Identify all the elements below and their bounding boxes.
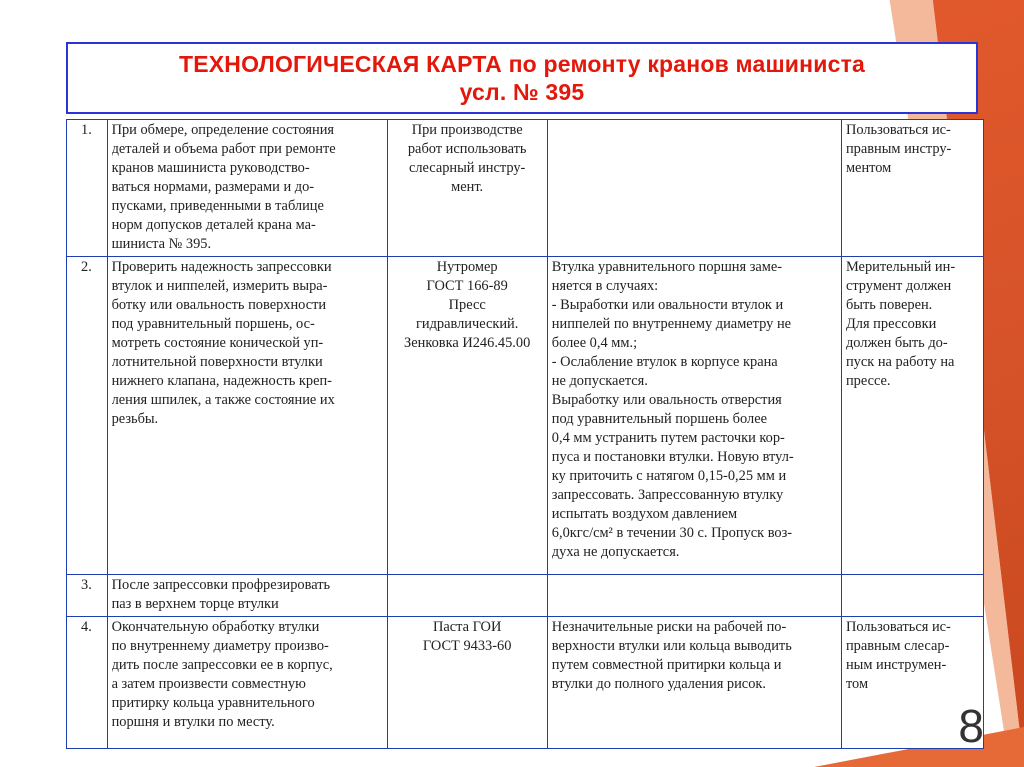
requirements-cell-line: духа не допускается. bbox=[551, 544, 680, 560]
operation-cell-line: После запрессовки профрезировать bbox=[111, 577, 331, 593]
operation-cell bbox=[107, 120, 387, 257]
tools-cell-line: ГОСТ 9433-60 bbox=[422, 638, 512, 654]
requirements-cell-line: - Выработки или овальности втулок и bbox=[551, 297, 784, 313]
operation-cell-line: дить после запрессовки ее в корпус, bbox=[111, 657, 333, 673]
operation-cell-line: поршня и втулки по месту. bbox=[111, 714, 275, 730]
tools-cell-line: Зенковка И246.45.00 bbox=[404, 335, 531, 351]
requirements-cell-line: испытать воздухом давлением bbox=[551, 506, 738, 522]
requirements-cell-line: верхности втулки или кольца выводить bbox=[551, 638, 792, 654]
requirements-cell-line: путем совместной притирки кольца и bbox=[551, 657, 782, 673]
row-number: 4. bbox=[67, 617, 108, 749]
tools-cell bbox=[387, 575, 547, 617]
title-frame bbox=[66, 42, 978, 114]
operation-cell-line: ботку или овальность поверхности bbox=[111, 297, 327, 313]
operation-cell-line: лотнительной поверхности втулки bbox=[111, 354, 323, 370]
operation-cell-line: резьбы. bbox=[111, 411, 159, 427]
requirements-cell-line: няется в случаях: bbox=[551, 278, 659, 294]
operation-cell-line: кранов машиниста руководство- bbox=[111, 160, 310, 176]
requirements-cell-line: - Ослабление втулок в корпусе крана bbox=[551, 354, 778, 370]
tools-cell-line: слесарный инстру- bbox=[408, 160, 526, 176]
requirements-cell-line: Незначительные риски на рабочей по- bbox=[551, 619, 787, 635]
requirements-cell-line: запрессовать. Запрессованную втулку bbox=[551, 487, 784, 503]
requirements-cell bbox=[547, 617, 841, 749]
title-line-1: ТЕХНОЛОГИЧЕСКАЯ КАРТА по ремонту кранов машиниста bbox=[178, 51, 866, 77]
notes-cell-line: прессе. bbox=[845, 373, 891, 389]
requirements-cell-line: 0,4 мм устранить путем расточки кор- bbox=[551, 430, 785, 446]
page-number: 8 bbox=[958, 700, 984, 752]
operation-cell-line: мотреть состояние конической уп- bbox=[111, 335, 324, 351]
notes-cell bbox=[841, 120, 983, 257]
notes-cell-line: том bbox=[845, 676, 869, 692]
tools-cell-line: Паста ГОИ bbox=[432, 619, 502, 635]
requirements-cell-line: под уравнительный поршень более bbox=[551, 411, 767, 427]
requirements-cell-line: пуса и постановки втулки. Новую втул- bbox=[551, 449, 794, 465]
operation-cell-line: нижнего клапана, надежность креп- bbox=[111, 373, 332, 389]
operation-cell-line: норм допусков деталей крана ма- bbox=[111, 217, 316, 233]
operation-cell-line: пусками, приведенными в таблице bbox=[111, 198, 324, 214]
table-row bbox=[67, 257, 984, 575]
notes-cell-line: струмент должен bbox=[845, 278, 952, 294]
tools-cell-line: работ использовать bbox=[407, 141, 527, 157]
notes-cell-line: должен быть до- bbox=[845, 335, 948, 351]
tools-cell bbox=[387, 617, 547, 749]
tools-cell bbox=[387, 120, 547, 257]
operation-cell-line: шиниста № 395. bbox=[111, 236, 212, 252]
operation-cell-line: притирку кольца уравнительного bbox=[111, 695, 315, 711]
notes-cell-line: Пользоваться ис- bbox=[845, 619, 951, 635]
requirements-cell-line: Втулка уравнительного поршня заме- bbox=[551, 259, 783, 275]
tools-cell-line: мент. bbox=[451, 179, 484, 195]
operation-cell bbox=[107, 257, 387, 575]
operation-cell-line: ваться нормами, размерами и до- bbox=[111, 179, 315, 195]
row-number: 2. bbox=[67, 257, 108, 575]
requirements-cell-line: не допускается. bbox=[551, 373, 648, 389]
requirements-cell bbox=[547, 575, 841, 617]
tools-cell-line: ГОСТ 166-89 bbox=[426, 278, 508, 294]
operation-cell bbox=[107, 617, 387, 749]
notes-cell-line: быть поверен. bbox=[845, 297, 933, 313]
notes-cell-line: пуск на работу на bbox=[845, 354, 955, 370]
operation-cell-line: паз в верхнем торце втулки bbox=[111, 596, 279, 612]
notes-cell bbox=[841, 257, 983, 575]
operation-cell bbox=[107, 575, 387, 617]
tools-cell-line: гидравлический. bbox=[415, 316, 519, 332]
requirements-cell-line: 6,0кгс/см² в течении 30 с. Пропуск воз- bbox=[551, 525, 793, 541]
notes-cell bbox=[841, 575, 983, 617]
technology-map-table bbox=[66, 119, 984, 749]
operation-cell-line: а затем произвести совместную bbox=[111, 676, 306, 692]
operation-cell-line: под уравнительный поршень, ос- bbox=[111, 316, 315, 332]
notes-cell-line: Мерительный ин- bbox=[845, 259, 956, 275]
operation-cell-line: При обмере, определение состояния bbox=[111, 122, 335, 138]
notes-cell-line: Для прессовки bbox=[845, 316, 937, 332]
tools-cell-line: Пресс bbox=[448, 297, 486, 313]
operation-cell-line: по внутреннему диаметру произво- bbox=[111, 638, 329, 654]
row-number: 1. bbox=[67, 120, 108, 257]
requirements-cell-line: втулки до полного удаления рисок. bbox=[551, 676, 766, 692]
notes-cell-line: Пользоваться ис- bbox=[845, 122, 951, 138]
notes-cell-line: правным инстру- bbox=[845, 141, 952, 157]
table-row bbox=[67, 575, 984, 617]
tools-cell-line: При производстве bbox=[411, 122, 523, 138]
requirements-cell bbox=[547, 257, 841, 575]
row-number: 3. bbox=[67, 575, 108, 617]
operation-cell-line: Проверить надежность запрессовки bbox=[111, 259, 332, 275]
notes-cell-line: ным инструмен- bbox=[845, 657, 947, 673]
notes-cell-line: правным слесар- bbox=[845, 638, 950, 654]
requirements-cell-line: ку приточить с натягом 0,15-0,25 мм и bbox=[551, 468, 787, 484]
tools-cell bbox=[387, 257, 547, 575]
requirements-cell-line: Выработку или овальность отверстия bbox=[551, 392, 782, 408]
table-row bbox=[67, 617, 984, 749]
table-row bbox=[67, 120, 984, 257]
requirements-cell bbox=[547, 120, 841, 257]
tools-cell-line: Нутромер bbox=[436, 259, 498, 275]
requirements-cell-line: ниппелей по внутреннему диаметру не bbox=[551, 316, 792, 332]
operation-cell-line: Окончательную обработку втулки bbox=[111, 619, 320, 635]
operation-cell-line: деталей и объема работ при ремонте bbox=[111, 141, 336, 157]
requirements-cell-line: более 0,4 мм.; bbox=[551, 335, 638, 351]
operation-cell-line: ления шпилек, а также состояние их bbox=[111, 392, 335, 408]
operation-cell-line: втулок и ниппелей, измерить выра- bbox=[111, 278, 328, 294]
notes-cell-line: ментом bbox=[845, 160, 892, 176]
title-line-2: усл. № 395 bbox=[459, 79, 585, 105]
